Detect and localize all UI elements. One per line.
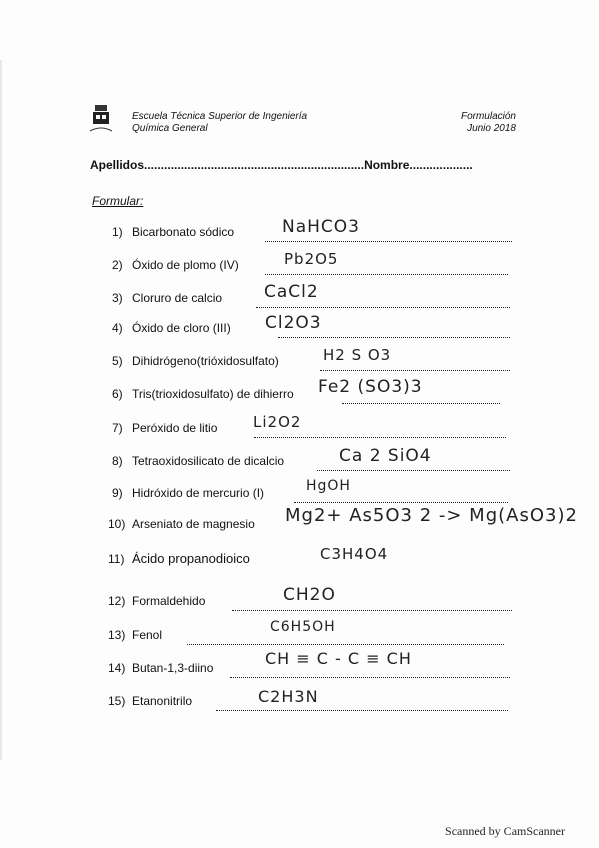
question-label: Tris(trioxidosulfato) de dihierro	[132, 387, 294, 401]
handwritten-answer: C2H3N	[258, 687, 319, 706]
surname-dots: ..................................................................	[144, 158, 365, 172]
question-11	[108, 551, 250, 569]
document-type: Formulación	[460, 111, 516, 122]
answer-dotted-line	[187, 628, 504, 645]
question-1	[112, 225, 234, 243]
question-label: Tetraoxidosilicato de dicalcio	[132, 454, 285, 468]
question-number: 7)	[112, 421, 123, 435]
handwritten-answer: CH ≡ C - C ≡ CH	[265, 649, 412, 668]
handwritten-answer: C6H5OH	[270, 619, 336, 635]
question-number: 4)	[112, 321, 123, 335]
handwritten-answer: Cl2O3	[265, 313, 322, 333]
handwritten-answer: NaHCO3	[282, 217, 360, 237]
document-date: Junio 2018	[467, 123, 516, 134]
handwritten-answer: HgOH	[306, 478, 351, 494]
question-label: Peróxido de litio	[132, 421, 218, 435]
question-number: 9)	[112, 486, 123, 500]
scanner-watermark: Scanned by CamScanner	[445, 824, 565, 838]
question-label: Fenol	[132, 628, 163, 642]
question-label: Cloruro de calcio	[132, 291, 223, 305]
question-8	[112, 454, 284, 472]
question-15	[108, 694, 192, 712]
question-label: Etanonitrilo	[132, 694, 193, 708]
handwritten-answer: C3H4O4	[320, 545, 389, 563]
handwritten-answer: Li2O2	[253, 413, 302, 431]
question-label: Ácido propanodioico	[132, 551, 250, 566]
question-label: Bicarbonato sódico	[132, 225, 235, 239]
question-number: 10)	[108, 517, 126, 531]
section-title: Formular:	[92, 194, 144, 208]
school-line-1: Escuela Técnica Superior de Ingeniería	[132, 111, 308, 122]
document-header	[440, 111, 516, 135]
question-label: Dihidrógeno(trióxidosulfato)	[132, 354, 279, 368]
question-number: 12)	[108, 594, 126, 608]
name-label: Nombre	[364, 158, 410, 172]
school-name	[132, 111, 307, 135]
question-9	[112, 486, 264, 504]
page-fold-shadow	[0, 60, 2, 760]
question-label: Formaldehido	[132, 594, 206, 608]
handwritten-answer: Pb2O5	[284, 250, 339, 268]
name-dots: ...................	[409, 158, 473, 172]
question-label: Arseniato de magnesio	[132, 517, 255, 531]
answer-dotted-line	[232, 594, 512, 611]
question-number: 8)	[112, 454, 123, 468]
question-14	[108, 661, 213, 679]
handwritten-answer: Ca 2 SiO4	[339, 446, 432, 466]
handwritten-answer: H2 S O3	[323, 346, 392, 364]
question-label: Hidróxido de mercurio (I)	[132, 486, 265, 500]
question-3	[112, 291, 222, 309]
question-number: 3)	[112, 291, 123, 305]
question-10	[108, 517, 255, 535]
handwritten-answer: CaCl2	[264, 282, 319, 302]
school-logo-icon	[90, 105, 112, 137]
question-number: 2)	[112, 258, 123, 272]
handwritten-answer: Mg2+ As5O3 2 -> Mg(AsO3)2	[285, 505, 578, 526]
question-4	[112, 321, 231, 339]
school-line-2: Química General	[132, 123, 208, 134]
question-7	[112, 421, 217, 439]
question-number: 6)	[112, 387, 123, 401]
student-name-line	[90, 158, 520, 172]
question-number: 1)	[112, 225, 123, 239]
surname-label: Apellidos	[90, 158, 145, 172]
question-6	[112, 387, 294, 405]
question-2	[112, 258, 239, 276]
question-label: Butan-1,3-diino	[132, 661, 214, 675]
question-13	[108, 628, 162, 646]
question-label: Óxido de plomo (IV)	[132, 258, 239, 272]
question-number: 5)	[112, 354, 123, 368]
question-number: 15)	[108, 694, 126, 708]
question-label: Óxido de cloro (III)	[132, 321, 231, 335]
question-number: 14)	[108, 661, 126, 675]
handwritten-answer: CH2O	[283, 585, 336, 605]
question-5	[112, 354, 279, 372]
question-number: 13)	[108, 628, 126, 642]
question-12	[108, 594, 205, 612]
question-number: 11)	[108, 552, 125, 566]
handwritten-answer: Fe2 (SO3)3	[318, 377, 423, 397]
